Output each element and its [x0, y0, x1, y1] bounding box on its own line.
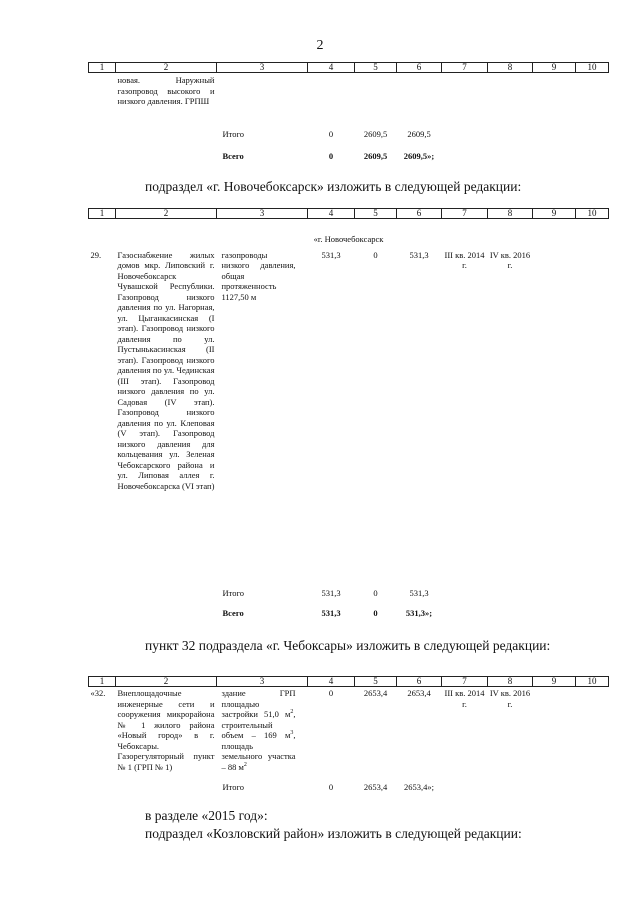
header-cell: 8: [488, 63, 533, 73]
page-number: 2: [316, 38, 324, 53]
item-number: 29.: [90, 249, 102, 260]
end-period: IV кв. 2016 г.: [489, 249, 531, 270]
cost-value: 2653,4: [363, 688, 388, 698]
object-description: Газоснабжение жилых домов мкр. Липовский г. Новочебоксарск Чувашской Республики. Газопровод низкого давления по ул. Нагорная, ул. Цыганкасинская (I этап). Газопровод низкого давления по ул. Пустынькасинская (II этап). Газопровод низкого давления по ул. Чединская (III этап). Газопровод низкого давления по ул. Садовая (IV этап). Газопровод низкого давления по ул. Клеповая (V этап). Газопровод низкого давления для кольцевания ул. Зеленая Чебоксарского района и ул. Липовая аллея г. Новочебоксарска (VI этап): [117, 249, 215, 491]
header-cell: 2: [116, 63, 217, 73]
instruction-paragraph: в разделе «2015 год»:: [145, 808, 268, 823]
grand-total-value: 2609,5»;: [403, 151, 435, 161]
object-characteristics: газопроводы низкого давления, общая протяженность 1127,50 м: [221, 249, 296, 302]
grand-total-value: 0: [328, 151, 334, 161]
header-cell: 5: [355, 677, 397, 687]
table-header-row: [89, 209, 609, 219]
object-description: новая. Наружный газопровод высокого и низкого давления. ГРПШ: [117, 75, 215, 106]
header-cell: 1: [89, 209, 116, 219]
object-description: Внеплощадочные инженерные сети и сооружения микрорайона № 1 жилого района «Новый город» в г. Чебоксары. Газорегуляторный пункт № 1 (ГРП № 1): [117, 688, 215, 772]
header-cell: 8: [488, 677, 533, 687]
table-novocheboksarsk: [88, 208, 609, 622]
instruction-paragraph: пункт 32 подраздела «г. Чебоксары» изложить в следующей редакции:: [145, 638, 551, 653]
total-value: 0: [328, 782, 334, 792]
header-cell: 2: [116, 209, 217, 219]
header-cell: 6: [397, 209, 442, 219]
grand-total-label: Всего: [222, 151, 244, 161]
total-value: 0: [328, 129, 334, 139]
table-gas-continuation: [88, 62, 609, 165]
header-cell: 3: [217, 63, 308, 73]
start-period: III кв. 2014 г.: [444, 688, 485, 709]
cost-value: 2653,4: [407, 688, 431, 698]
header-cell: 1: [89, 677, 116, 687]
instruction-paragraph: подраздел «Козловский район» изложить в следующей редакции:: [145, 826, 522, 841]
header-cell: 9: [533, 63, 576, 73]
header-cell: 10: [576, 209, 609, 219]
header-cell: 7: [442, 63, 488, 73]
section-title: «г. Новочебоксарск: [313, 234, 384, 244]
header-cell: 9: [533, 209, 576, 219]
grand-total-value: 2609,5: [363, 151, 388, 161]
section-row: [89, 219, 609, 245]
cost-value: 531,3: [409, 249, 429, 260]
table-row: [89, 73, 609, 130]
header-cell: 7: [442, 209, 488, 219]
total-row: [89, 129, 609, 151]
object-characteristics: здание ГРП площадью застройки 51,0 $м^2$, строительный объем – 169 $м^3$, площадь земельного участка – 88 $м^2$: [221, 688, 296, 772]
total-label: Итого: [222, 782, 245, 792]
total-value: 2653,4: [363, 782, 388, 792]
header-cell: 6: [397, 63, 442, 73]
grand-total-value: 0: [373, 607, 378, 618]
total-label: Итого: [222, 129, 245, 139]
table-row: [89, 687, 609, 783]
header-cell: 8: [488, 209, 533, 219]
table-header-row: [89, 677, 609, 687]
header-cell: 2: [116, 677, 217, 687]
cost-value: 0: [328, 688, 334, 698]
end-period: IV кв. 2016 г.: [489, 688, 531, 709]
table-cheboksary-item-32: [88, 676, 609, 796]
table-row: [89, 245, 609, 588]
header-cell: 3: [217, 209, 308, 219]
header-cell: 5: [355, 63, 397, 73]
total-label: Итого: [222, 587, 245, 598]
header-cell: 5: [355, 209, 397, 219]
header-cell: 6: [397, 677, 442, 687]
total-row: [89, 588, 609, 608]
header-cell: 1: [89, 63, 116, 73]
total-value: 2609,5: [407, 129, 431, 139]
header-cell: 4: [308, 209, 355, 219]
grand-total-row: [89, 608, 609, 622]
header-cell: 4: [308, 63, 355, 73]
item-number: «32.: [90, 688, 106, 698]
total-value: 531,3: [321, 587, 341, 598]
grand-total-value: 531,3»;: [405, 607, 433, 618]
header-cell: 10: [576, 677, 609, 687]
instruction-paragraph: подраздел «г. Новочебоксарск» изложить в следующей редакции:: [145, 179, 522, 194]
table-header-row: [89, 63, 609, 73]
total-value: 2609,5: [363, 129, 388, 139]
cost-value: 531,3: [321, 249, 341, 260]
header-cell: 7: [442, 677, 488, 687]
total-row: [89, 782, 609, 796]
total-value: 531,3: [409, 587, 429, 598]
header-cell: 4: [308, 677, 355, 687]
grand-total-value: 531,3: [321, 607, 341, 618]
cost-value: 0: [373, 249, 378, 260]
total-value: 2653,4»;: [404, 782, 434, 792]
grand-total-label: Всего: [222, 607, 244, 618]
header-cell: 3: [217, 677, 308, 687]
total-value: 0: [373, 587, 378, 598]
header-cell: 9: [533, 677, 576, 687]
start-period: III кв. 2014 г.: [444, 249, 485, 270]
grand-total-row: [89, 151, 609, 165]
header-cell: 10: [576, 63, 609, 73]
